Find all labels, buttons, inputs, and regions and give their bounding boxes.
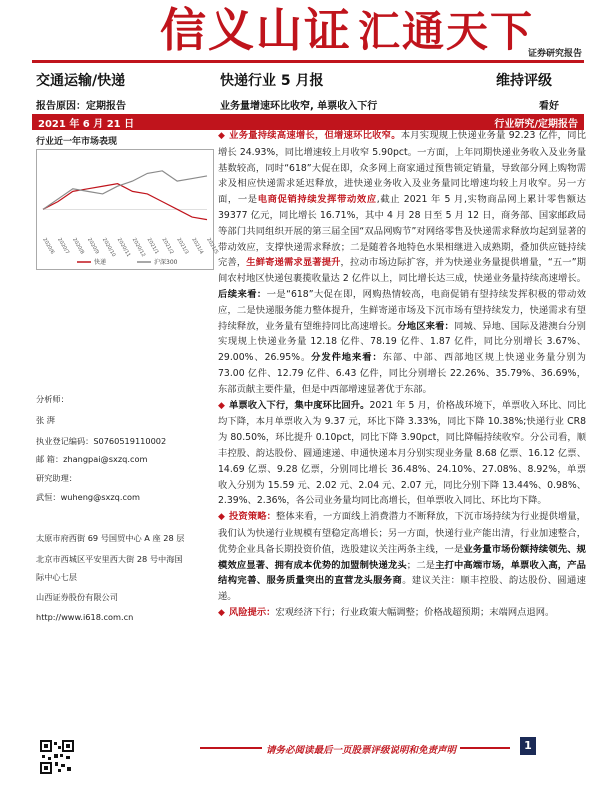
license-number: 执业登记编码：S0760519110002 (36, 436, 167, 446)
market-chart (36, 149, 220, 270)
chart-series-line-1 (43, 171, 207, 210)
market-title: 行业近一年市场表现 (36, 137, 118, 147)
chart-x-tick-label: 2021/1 (145, 237, 160, 256)
analyst-label: 分析师： (36, 394, 69, 404)
brand-logo (160, 0, 534, 60)
volume-origin-label: 分发件地来看： (311, 352, 383, 364)
address-beijing-2: 际中心七层 (36, 572, 77, 582)
strategy-text-c: 。建议关注：顺丰控股、韵达股份、圆通速递。 (218, 575, 586, 603)
footer-disclaimer: 请务必阅读最后一页股票评级说明和免责声明 (262, 742, 460, 756)
chart-x-tick-label: 2021/3 (175, 237, 190, 256)
volume-highlight-2: 生鲜寄递需求显著提升 (246, 257, 341, 269)
volume-headline: 业务量持续高速增长，但增速环比收窄。 (229, 130, 401, 141)
analyst-name: 张 湃 (36, 415, 55, 425)
report-date: 2021 年 6 月 21 日 (38, 119, 135, 130)
chart-x-tick-label: 2020/10 (100, 237, 117, 258)
volume-text-b: ,截止 2021 年 5 月,实物商品网上累计零售额达 39377 亿元，同比增长 16.71%，其中 4 月 28 日至 5 月 12 日，商务部、国家邮政局等部门共同组织开展的第三届全国“双品网购节”对网络零售及快递需求释放均起到显著的带动效应，支撑快递需求释放；二是随着各地特色水果相继进入成熟期，叠加供应链持续完善， (218, 194, 586, 269)
assistant-label: 武恒： (36, 492, 61, 502)
report-type: 证券研究报告 (527, 49, 582, 59)
chart-x-tick-label: 2020/11 (115, 237, 132, 258)
bullet-icon: ◆ (218, 400, 225, 411)
rating: 维持评级 (496, 73, 552, 89)
bullet-icon: ◆ (218, 607, 225, 618)
contact-label: 研究助理： (36, 473, 77, 483)
page-number: 1 (520, 737, 536, 755)
market-chart-svg (37, 150, 220, 269)
strategy-text-a: 整体来看，一方面线上消费潜力不断释放，下沉市场持续为行业提供增量，我们认为快递行业规模有望稳定高增长；另一方面，快递行业产能出清，行业加速整合，优势企业具备长期投资价值，选股建议关注两条主线，一是 (218, 511, 586, 555)
chart-x-tick-label: 2020/8 (71, 237, 86, 256)
volume-text-e: 同城、异地、国际及港澳台分别实现规上快递业务量 12.18 亿件、78.19 亿件、1.87 亿件，同比分别增长 3.67%、29.00%、26.95%。 (218, 320, 586, 364)
chart-legend-label-0: 快递 (94, 259, 107, 266)
risk-text: 宏观经济下行；行业政策大幅调整；价格战超预期；末端网点退网。 (275, 606, 555, 618)
address-taiyuan: 太原市府西街 69 号国贸中心 A 座 28 层 (36, 533, 185, 543)
bullet-icon: ◆ (218, 512, 226, 523)
assistant-email-link[interactable]: wuheng@sxzq.com (60, 492, 140, 502)
paragraph-risk (218, 605, 586, 622)
paragraph-revenue (218, 398, 586, 510)
company-website-link[interactable]: http://www.i618.com.cn (36, 612, 134, 622)
brand-name: 信义山证 (160, 3, 352, 57)
report-title: 快递行业 5 月报 (220, 73, 324, 89)
email-row (36, 452, 147, 466)
strategy-headline: 投资策略： (229, 511, 277, 523)
brand-slogan: 汇通天下 (358, 7, 535, 56)
volume-text-d: 一是“618”大促在即，网购热情较高，电商促销有望持续发挥积极的带动效应，二是快递服务能力整体提升，生鲜寄递市场及下沉市场有望持续发力，快递需求有望持续释放，业务量有望维持同比高速增长。 (218, 288, 586, 332)
report-subtitle: 业务量增速环比收窄, 单票收入下行 (220, 101, 378, 112)
volume-text-c: ，拉动市场边际扩容，并为快递业务量提供增量，“五一”期间农村地区快递包裹揽收量达 2 亿件以上，同比增长达三成，快递业务量持续高速增长。 (218, 257, 586, 285)
volume-outlook-label: 后续来看： (218, 288, 267, 300)
chart-x-tick-label: 2021/5 (205, 237, 220, 256)
revenue-headline: 单票收入下行，集中度环比回升。 (229, 399, 370, 411)
report-body (218, 128, 586, 622)
company-name: 山西证券股份有限公司 (36, 592, 118, 602)
industry: 交通运输/快递 (36, 73, 126, 89)
volume-text-a: 本月实现规上快递业务量 92.23 亿件，同比增长 24.93%，同比增速较上月收窄 5.90pct。一方面，上年同期快递业务收入及业务量基数较高，同时“618”大促在即，众多网上商家通过预售锁定销量，导致部分网上购物需求及相应快递需求延迟释放，进快递业务收入及业务量同比增速均较上月收窄。另一方面，一是 (218, 130, 586, 206)
report-category: 行业研究/定期报告 (494, 119, 578, 130)
email-label: 邮 箱： (36, 454, 64, 464)
volume-text-f: 东部、中部、西部地区规上快递业务量分别为 73.00 亿件、12.79 亿件、6.43 亿件，同比分别增长 22.26%、35.79%、36.69%，东部贡献主要件量，但是中西部增速显著优于东部。 (218, 352, 586, 395)
revenue-text: 2021 年 5 月，价格战环境下，单票收入环比、同比均下降，本月单票收入为 9.37 元，环比下降 3.33%，同比下降 10.38%;快递行业 CR8 为 80.50%，环比提升 0.10pct，同比下降 3.90pct，同比降幅持续收窄。分公司看，顺丰控股、韵达股份、圆通速递、申通快递本月分别实现业务量 8.68 亿票、16.12 亿票、14.69 亿票、9.28 亿票，分别同比增长 36.48%、24.10%、27.08%、8.92%，单票收入分别为 15.59 元、2.02 元、2.04 元、2.07 元，同比分别下降 13.44%、0.98%、2.39%、2.36%，各公司业务量均同比高增长，但单票收入同比、环比均下降。 (218, 399, 586, 507)
chart-legend-label-1: 沪深300 (154, 259, 178, 266)
assistant-row (36, 490, 140, 504)
qr-code-icon (40, 740, 74, 774)
strategy-line-1: 业务量市场份额持续领先、规模效应显著、拥有成本优势的加盟制快递龙头 (218, 543, 586, 571)
volume-region-label: 分地区来看： (397, 320, 454, 332)
email-link[interactable]: zhangpai@sxzq.com (63, 454, 148, 464)
chart-x-tick-label: 2021/2 (160, 237, 175, 256)
chart-x-tick-label: 2021/4 (190, 237, 205, 256)
chart-x-tick-label: 2020/9 (85, 237, 100, 256)
strategy-text-b: ；二是 (406, 559, 436, 571)
chart-x-tick-label: 2020/7 (56, 237, 71, 256)
chart-x-tick-label: 2020/12 (130, 237, 147, 258)
top-rule (32, 60, 584, 63)
volume-highlight-1: 电商促销持续发挥带动效应 (257, 194, 377, 206)
report-reason: 报告原因：定期报告 (36, 101, 126, 112)
bullet-icon: ◆ (218, 131, 226, 141)
strategy-line-2: 主打中高端市场，单票收入高，产品结构完善、服务质量突出的直营龙头服务商 (218, 559, 586, 587)
paragraph-volume (218, 128, 586, 398)
chart-x-tick-label: 2020/6 (41, 237, 56, 256)
paragraph-strategy (218, 509, 586, 605)
risk-headline: 风险提示： (228, 606, 276, 618)
rating-value: 看好 (539, 101, 559, 112)
address-beijing-1: 北京市西城区平安里西大街 28 号中海国 (36, 554, 183, 564)
chart-series-line-0 (43, 184, 207, 220)
